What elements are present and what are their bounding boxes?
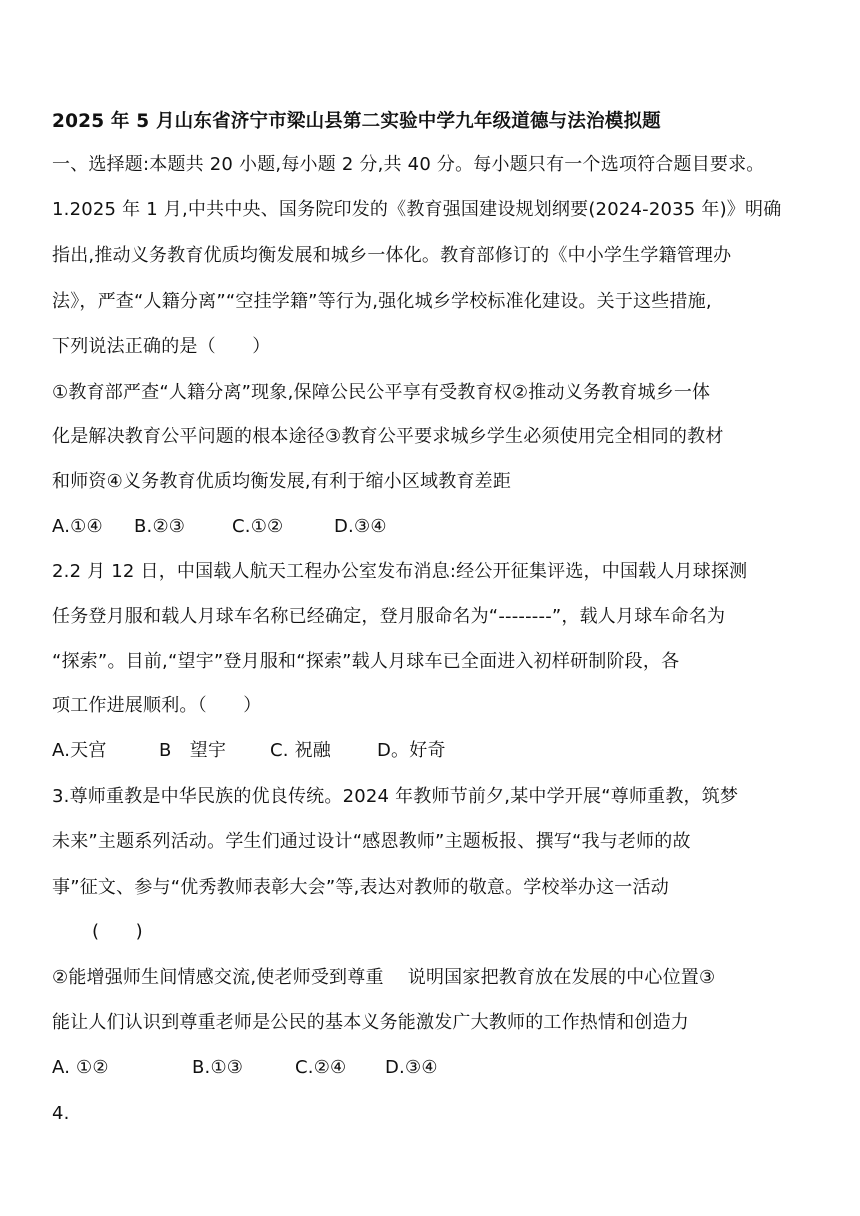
q1-option-b: B.②③ [134, 516, 186, 537]
q1-option-a: A.①④ [52, 516, 103, 537]
q1-statement-line: 化是解决教育公平问题的根本途径③教育公平要求城乡学生必须使用完全相同的教材 [52, 426, 724, 447]
q3-stem-line: 未来”主题系列活动。学生们通过设计“感恩教师”主题板报、撰写“我与老师的故 [52, 831, 691, 852]
q2-options [52, 739, 812, 763]
q3-stem-line: 事”征文、参与“优秀教师表彰大会”等,表达对教师的敬意。学校举办这一活动 [52, 877, 669, 898]
q2-option-d: D。好奇 [377, 740, 446, 761]
q3-option-d: D.③④ [385, 1057, 438, 1078]
q1-stem-line: 下列说法正确的是（ ） [52, 336, 271, 357]
q2-option-b: B 望宇 [159, 740, 227, 761]
q1-options [52, 515, 812, 539]
q3-answer-parentheses: ( ) [92, 921, 143, 942]
q1-stem-line: 指出,推动义务教育优质均衡发展和城乡一体化。教育部修订的《中小学生学籍管理办 [52, 245, 732, 266]
q3-stem-line: 3.尊师重教是中华民族的优良传统。2024 年教师节前夕,某中学开展“尊师重教，筑梦 [52, 786, 739, 807]
q3-option-a: A. ①② [52, 1057, 109, 1078]
q1-option-d: D.③④ [334, 516, 387, 537]
q3-statement-line: 能让人们认识到尊重老师是公民的基本义务能激发广大教师的工作热情和创造力 [52, 1012, 689, 1033]
q1-option-c: C.①② [232, 516, 284, 537]
q2-stem-line: 2.2 月 12 日，中国载人航天工程办公室发布消息:经公开征集评选，中国载人月球探测 [52, 561, 748, 582]
q3-statement-line: ②能增强师生间情感交流,使老师受到尊重 说明国家把教育放在发展的中心位置③ [52, 967, 716, 988]
q4-number: 4. [52, 1103, 70, 1124]
q2-option-a: A.天宫 [52, 740, 107, 761]
section-header: 一、选择题:本题共 20 小题,每小题 2 分,共 40 分。每小题只有一个选项符合题目要求。 [52, 154, 765, 175]
q2-stem-line: “探索”。目前,“望宇”登月服和“探索”载人月球车已全面进入初样研制阶段，各 [52, 651, 680, 672]
q2-stem-line: 项工作进展顺利。（ ） [52, 695, 262, 716]
q1-stem-line: 1.2025 年 1 月,中共中央、国务院印发的《教育强国建设规划纲要(2024-2035 年)》明确 [52, 199, 782, 220]
q3-option-c: C.②④ [295, 1057, 347, 1078]
q2-option-c: C. 祝融 [270, 740, 332, 761]
q1-statement-line: 和师资④义务教育优质均衡发展,有利于缩小区域教育差距 [52, 471, 512, 492]
q1-statement-line: ①教育部严查“人籍分离”现象,保障公民公平享有受教育权②推动义务教育城乡一体 [52, 382, 711, 403]
q1-stem-line: 法》，严查“人籍分离”“空挂学籍”等行为,强化城乡学校标准化建设。关于这些措施, [52, 291, 712, 312]
exam-title: 2025 年 5 月山东省济宁市梁山县第二实验中学九年级道德与法治模拟题 [52, 111, 661, 132]
q3-options [52, 1056, 812, 1080]
q2-stem-line: 任务登月服和载人月球车名称已经确定，登月服命名为“--------”，载人月球车命名为 [52, 606, 726, 627]
q3-option-b: B.①③ [192, 1057, 244, 1078]
